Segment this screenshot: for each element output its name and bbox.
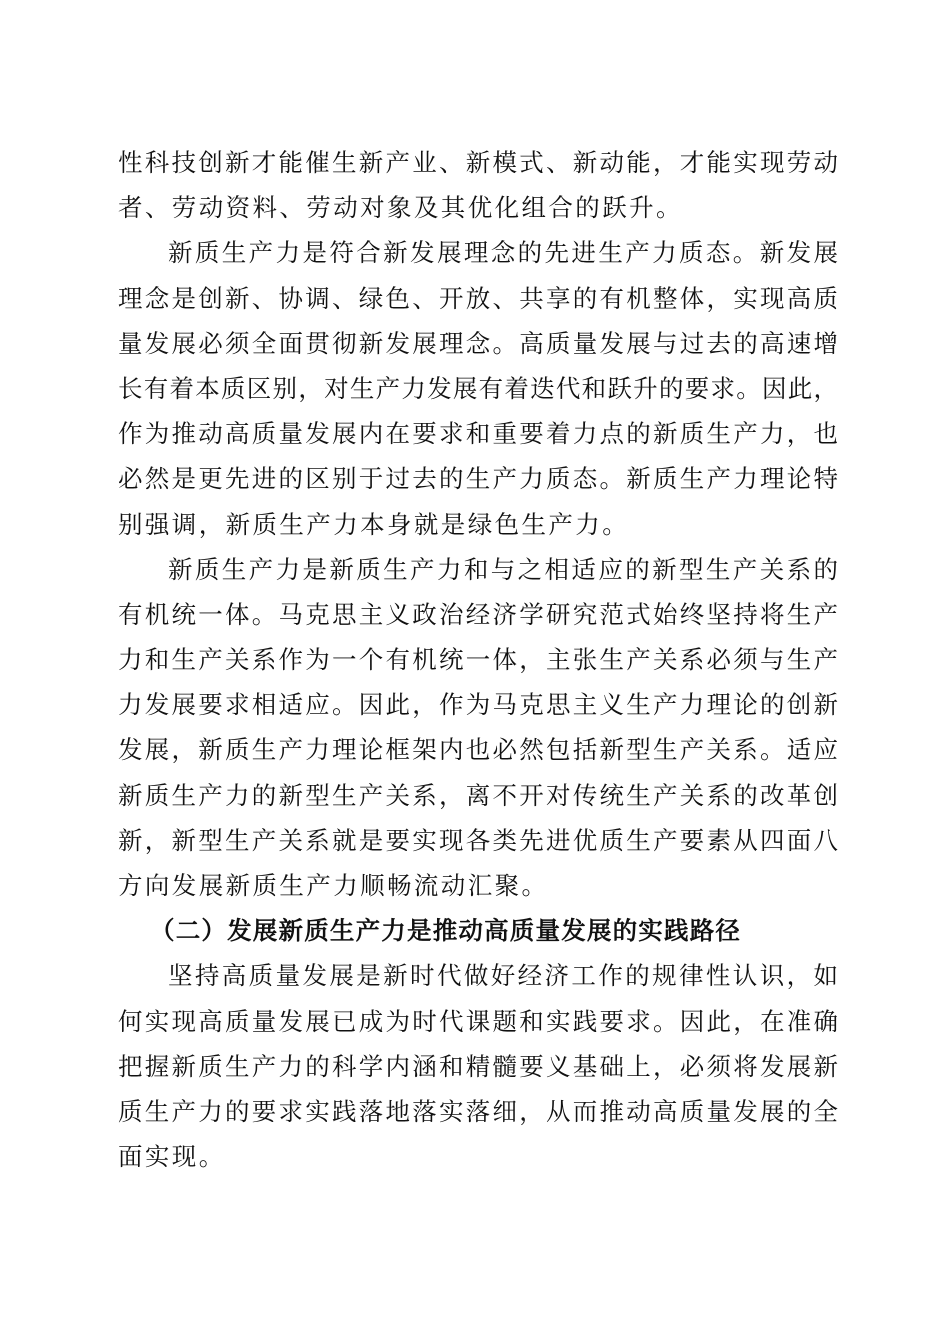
- text-line: 作为推动高质量发展内在要求和重要着力点的新质生产力，也: [118, 419, 838, 449]
- body-text: [118, 140, 838, 1179]
- text-line: 质生产力的要求实践落地落实落细，从而推动高质量发展的全: [118, 1096, 838, 1126]
- text-line: 力发展要求相适应。因此，作为马克思主义生产力理论的创新: [118, 690, 838, 720]
- text-line: 发展，新质生产力理论框架内也必然包括新型生产关系。适应: [118, 735, 838, 765]
- text-line: 何实现高质量发展已成为时代课题和实践要求。因此，在准确: [118, 1006, 838, 1036]
- text-line: 力和生产关系作为一个有机统一体，主张生产关系必须与生产: [118, 645, 838, 675]
- text-line: 新质生产力的新型生产关系，离不开对传统生产关系的改革创: [118, 780, 838, 810]
- text-line: 长有着本质区别，对生产力发展有着迭代和跃升的要求。因此，: [118, 373, 838, 403]
- text-line: 者、劳动资料、劳动对象及其优化组合的跃升。: [118, 193, 683, 223]
- text-line: 新质生产力是新质生产力和与之相适应的新型生产关系的: [168, 554, 838, 584]
- text-line: 新质生产力是符合新发展理念的先进生产力质态。新发展: [168, 238, 838, 268]
- text-line: 面实现。: [118, 1142, 226, 1172]
- section-heading: （二）发展新质生产力是推动高质量发展的实践路径: [150, 916, 742, 946]
- paragraph-continuation: [118, 140, 838, 230]
- text-line: 性科技创新才能催生新产业、新模式、新动能，才能实现劳动: [118, 148, 838, 177]
- paragraph-production-relations: [118, 547, 838, 909]
- text-line: 量发展必须全面贯彻新发展理念。高质量发展与过去的高速增: [118, 328, 838, 358]
- text-line: 别强调，新质生产力本身就是绿色生产力。: [118, 509, 630, 539]
- text-line: 方向发展新质生产力顺畅流动汇聚。: [118, 871, 549, 900]
- text-line: 理念是创新、协调、绿色、开放、共享的有机整体，实现高质: [118, 283, 838, 313]
- paragraph-green-productivity: [118, 230, 838, 546]
- text-line: 必然是更先进的区别于过去的生产力质态。新质生产力理论特: [118, 464, 838, 494]
- text-line: 把握新质生产力的科学内涵和精髓要义基础上，必须将发展新: [118, 1051, 838, 1081]
- paragraph-practice-path: [118, 953, 838, 1179]
- text-line: 坚持高质量发展是新时代做好经济工作的规律性认识，如: [168, 961, 838, 991]
- text-line: 有机统一体。马克思主义政治经济学研究范式始终坚持将生产: [118, 599, 838, 629]
- text-line: 新，新型生产关系就是要实现各类先进优质生产要素从四面八: [118, 825, 838, 855]
